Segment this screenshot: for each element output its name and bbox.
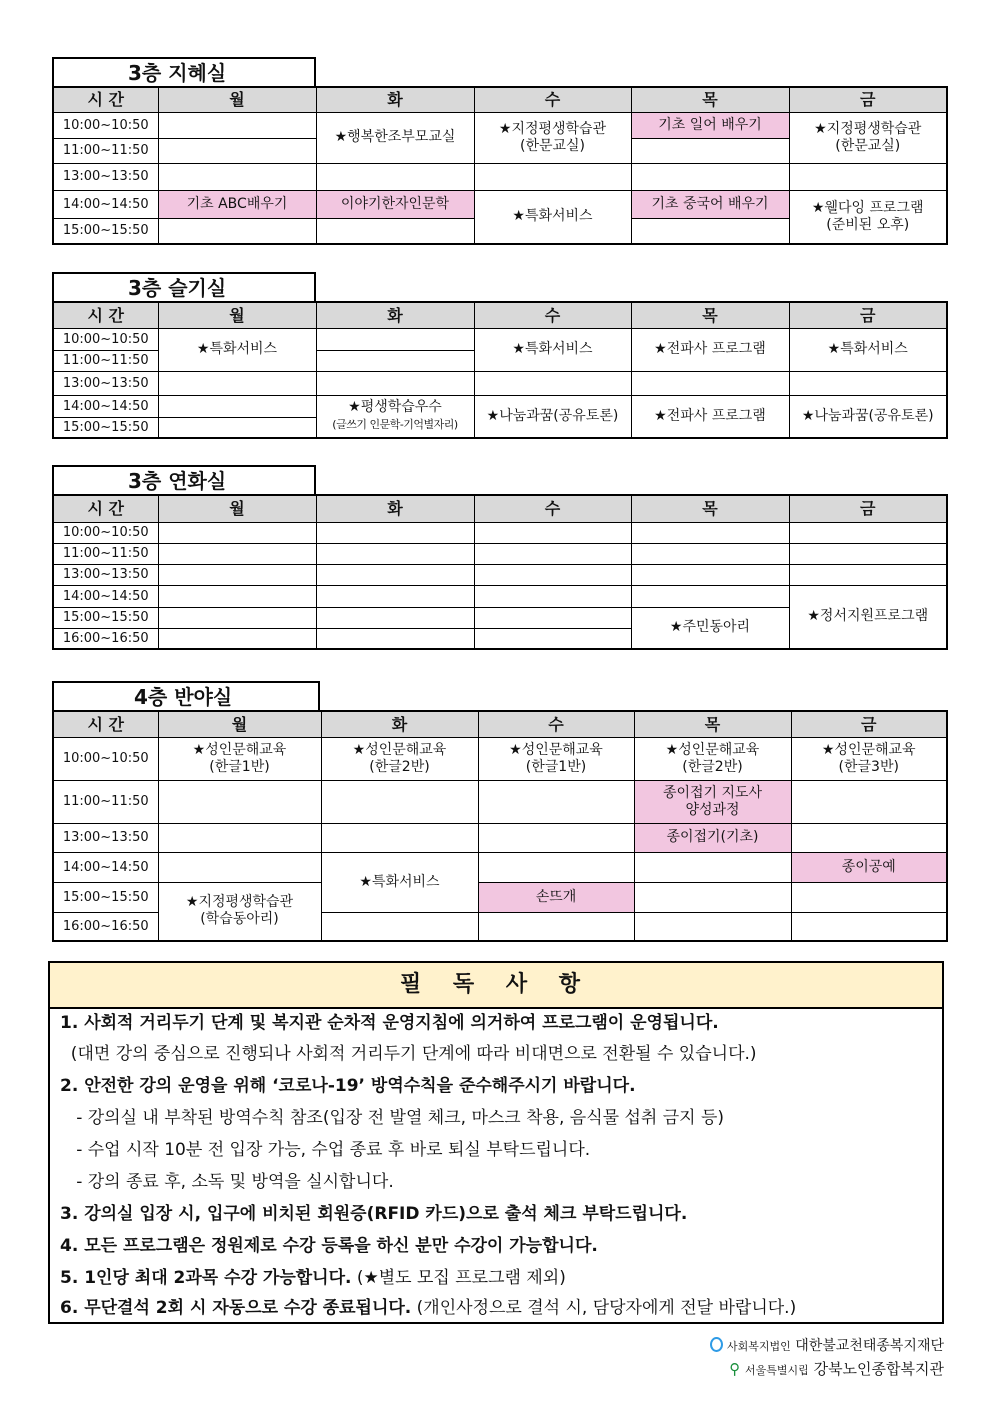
empty-cell <box>158 628 316 649</box>
header-time: 시 간 <box>53 87 158 112</box>
header-mon: 월 <box>158 711 321 737</box>
empty-cell <box>631 371 789 395</box>
notice-box <box>48 961 944 1324</box>
header-time: 시 간 <box>53 711 158 737</box>
header-wed: 수 <box>478 711 634 737</box>
empty-cell <box>478 823 634 852</box>
program-cell: ★성인문해교육 (한글3반) <box>791 737 947 780</box>
time-cell: 11:00~11:50 <box>53 780 158 823</box>
program-cell: ★행복한조부모교실 <box>316 112 474 163</box>
empty-cell <box>158 780 321 823</box>
empty-cell <box>631 138 789 163</box>
program-cell: ★특화서비스 <box>158 328 316 371</box>
empty-cell <box>474 163 631 190</box>
empty-cell <box>634 912 791 941</box>
empty-cell <box>474 628 631 649</box>
empty-cell <box>791 823 947 852</box>
program-cell: ★성인문해교육 (한글1반) <box>478 737 634 780</box>
time-cell: 14:00~14:50 <box>53 585 158 607</box>
empty-cell <box>474 564 631 585</box>
empty-cell <box>158 823 321 852</box>
program-cell: ★특화서비스 <box>321 852 478 912</box>
header-thu: 목 <box>631 302 789 328</box>
empty-cell <box>321 912 478 941</box>
empty-cell <box>474 585 631 607</box>
empty-cell <box>478 780 634 823</box>
empty-cell <box>321 780 478 823</box>
empty-cell <box>631 522 789 543</box>
empty-cell <box>631 218 789 244</box>
empty-cell <box>316 628 474 649</box>
program-cell: ★지정평생학습관 (한문교실) <box>474 112 631 163</box>
time-cell: 15:00~15:50 <box>53 882 158 912</box>
empty-cell <box>789 522 947 543</box>
time-cell: 11:00~11:50 <box>53 350 158 371</box>
program-cell: 종이접기(기초) <box>634 823 791 852</box>
program-cell: 기초 ABC배우기 <box>158 190 316 218</box>
notice-line: (대면 강의 중심으로 진행되나 사회적 거리두기 단계에 따라 비대면으로 전환될 수 있습니다.) <box>60 1044 757 1064</box>
notice-line: - 강의실 내 부착된 방역수칙 참조(입장 전 발열 체크, 마스크 착용, 음식물 섭취 금지 등) <box>60 1108 724 1128</box>
circle-logo-icon <box>710 1337 723 1352</box>
header-time: 시 간 <box>53 302 158 328</box>
empty-cell <box>158 543 316 564</box>
empty-cell <box>631 543 789 564</box>
header-tue: 화 <box>316 495 474 522</box>
empty-cell <box>158 585 316 607</box>
time-cell: 15:00~15:50 <box>53 218 158 244</box>
program-cell: ★나눔과꿈(공유토론) <box>789 395 947 438</box>
empty-cell <box>158 607 316 628</box>
time-cell: 11:00~11:50 <box>53 138 158 163</box>
empty-cell <box>631 585 789 607</box>
notice-line: - 수업 시작 10분 전 입장 가능, 수업 종료 후 바로 퇴실 부탁드립니다. <box>60 1140 591 1160</box>
header-fri: 금 <box>789 87 947 112</box>
header-fri: 금 <box>789 302 947 328</box>
empty-cell <box>316 522 474 543</box>
empty-cell <box>789 564 947 585</box>
header-tue: 화 <box>321 711 478 737</box>
footer-org2: ⚲ 서울특별시립 강북노인종합복지관 <box>729 1360 944 1378</box>
program-cell: ★지정평생학습관 (학습동아리) <box>158 882 321 941</box>
notice-title: 필 독 사 항 <box>50 963 942 1009</box>
empty-cell <box>631 564 789 585</box>
empty-cell <box>631 163 789 190</box>
header-wed: 수 <box>474 302 631 328</box>
empty-cell <box>634 882 791 912</box>
notice-line: 6. 무단결석 2회 시 자동으로 수강 종료됩니다. (개인사정으로 결석 시, 담당자에게 전달 바랍니다.) <box>60 1298 797 1318</box>
empty-cell <box>316 585 474 607</box>
empty-cell <box>158 564 316 585</box>
empty-cell <box>158 852 321 882</box>
header-tue: 화 <box>316 302 474 328</box>
footer-org1: 사회복지법인 대한불교천태종복지재단 <box>710 1335 944 1355</box>
empty-cell <box>321 823 478 852</box>
program-cell: ★웰다잉 프로그램 (준비된 오후) <box>789 190 947 244</box>
empty-cell <box>158 112 316 138</box>
empty-cell <box>316 607 474 628</box>
empty-cell <box>478 912 634 941</box>
time-cell: 10:00~10:50 <box>53 328 158 350</box>
empty-cell <box>316 564 474 585</box>
program-cell: 종이공예 <box>791 852 947 882</box>
header-tue: 화 <box>316 87 474 112</box>
time-cell: 15:00~15:50 <box>53 607 158 628</box>
header-mon: 월 <box>158 302 316 328</box>
program-cell: ★정서지원프로그램 <box>789 585 947 649</box>
program-cell: 종이접기 지도사 양성과정 <box>634 780 791 823</box>
program-cell: ★특화서비스 <box>474 328 631 371</box>
empty-cell <box>316 371 474 395</box>
header-wed: 수 <box>474 87 631 112</box>
time-cell: 10:00~10:50 <box>53 112 158 138</box>
empty-cell <box>158 138 316 163</box>
time-cell: 14:00~14:50 <box>53 190 158 218</box>
program-cell: 손뜨개 <box>478 882 634 912</box>
time-cell: 10:00~10:50 <box>53 737 158 780</box>
header-wed: 수 <box>474 495 631 522</box>
program-cell: 기초 중국어 배우기 <box>631 190 789 218</box>
schedule-table <box>52 86 948 245</box>
time-cell: 14:00~14:50 <box>53 395 158 417</box>
room-title: 3층 지혜실 <box>52 57 316 86</box>
room-title: 3층 슬기실 <box>52 272 316 301</box>
schedule-table <box>52 494 948 650</box>
program-cell: ★지정평생학습관 (한문교실) <box>789 112 947 163</box>
empty-cell <box>316 218 474 244</box>
empty-cell <box>791 780 947 823</box>
program-cell: ★전파사 프로그램 <box>631 328 789 371</box>
time-cell: 16:00~16:50 <box>53 628 158 649</box>
header-thu: 목 <box>634 711 791 737</box>
empty-cell <box>158 163 316 190</box>
empty-cell <box>789 543 947 564</box>
time-cell: 13:00~13:50 <box>53 564 158 585</box>
program-cell: ★성인문해교육 (한글2반) <box>321 737 478 780</box>
room-title: 4층 반야실 <box>52 681 320 710</box>
empty-cell <box>316 163 474 190</box>
empty-cell <box>478 852 634 882</box>
time-cell: 16:00~16:50 <box>53 912 158 941</box>
header-time: 시 간 <box>53 495 158 522</box>
empty-cell <box>316 543 474 564</box>
time-cell: 15:00~15:50 <box>53 417 158 438</box>
time-cell: 10:00~10:50 <box>53 522 158 543</box>
notice-line: 3. 강의실 입장 시, 입구에 비치된 회원증(RFID 카드)으로 출석 체크 부탁드립니다. <box>60 1204 688 1224</box>
empty-cell <box>158 395 316 417</box>
header-mon: 월 <box>158 495 316 522</box>
schedule-table <box>52 301 948 439</box>
empty-cell <box>474 371 631 395</box>
time-cell: 13:00~13:50 <box>53 371 158 395</box>
program-cell: ★전파사 프로그램 <box>631 395 789 438</box>
notice-line: 1. 사회적 거리두기 단계 및 복지관 순차적 운영지침에 의거하여 프로그램이 운영됩니다. <box>60 1013 719 1033</box>
header-mon: 월 <box>158 87 316 112</box>
time-cell: 13:00~13:50 <box>53 823 158 852</box>
empty-cell <box>474 607 631 628</box>
room-title: 3층 연화실 <box>52 465 316 494</box>
empty-cell <box>158 417 316 438</box>
empty-cell <box>789 163 947 190</box>
program-cell: ★성인문해교육 (한글2반) <box>634 737 791 780</box>
notice-line: 2. 안전한 강의 운영을 위해 ‘코로나-19’ 방역수칙을 준수해주시기 바랍니다. <box>60 1076 636 1096</box>
empty-cell <box>791 882 947 912</box>
empty-cell <box>474 543 631 564</box>
notice-line: 4. 모든 프로그램은 정원제로 수강 등록을 하신 분만 수강이 가능합니다. <box>60 1236 598 1256</box>
empty-cell <box>791 912 947 941</box>
notice-line: - 강의 종료 후, 소독 및 방역을 실시합니다. <box>60 1172 394 1192</box>
program-cell: 이야기한자인문학 <box>316 190 474 218</box>
schedule-table <box>52 710 948 942</box>
empty-cell <box>634 852 791 882</box>
time-cell: 14:00~14:50 <box>53 852 158 882</box>
header-thu: 목 <box>631 87 789 112</box>
program-cell: ★특화서비스 <box>789 328 947 371</box>
empty-cell <box>158 371 316 395</box>
empty-cell <box>474 522 631 543</box>
notice-line: 5. 1인당 최대 2과목 수강 가능합니다. (★별도 모집 프로그램 제외) <box>60 1268 566 1288</box>
program-cell: ★특화서비스 <box>474 190 631 244</box>
program-cell: ★주민동아리 <box>631 607 789 649</box>
program-cell: ★평생학습우수 (글쓰기 인문학-기억별자리) <box>316 395 474 438</box>
empty-cell <box>789 371 947 395</box>
seoul-logo-icon: ⚲ <box>729 1360 741 1378</box>
empty-cell <box>316 350 474 371</box>
empty-cell <box>316 328 474 350</box>
header-thu: 목 <box>631 495 789 522</box>
program-cell: ★성인문해교육 (한글1반) <box>158 737 321 780</box>
empty-cell <box>158 218 316 244</box>
time-cell: 13:00~13:50 <box>53 163 158 190</box>
program-cell: 기초 일어 배우기 <box>631 112 789 138</box>
header-fri: 금 <box>791 711 947 737</box>
time-cell: 11:00~11:50 <box>53 543 158 564</box>
empty-cell <box>158 522 316 543</box>
header-fri: 금 <box>789 495 947 522</box>
program-cell: ★나눔과꿈(공유토론) <box>474 395 631 438</box>
